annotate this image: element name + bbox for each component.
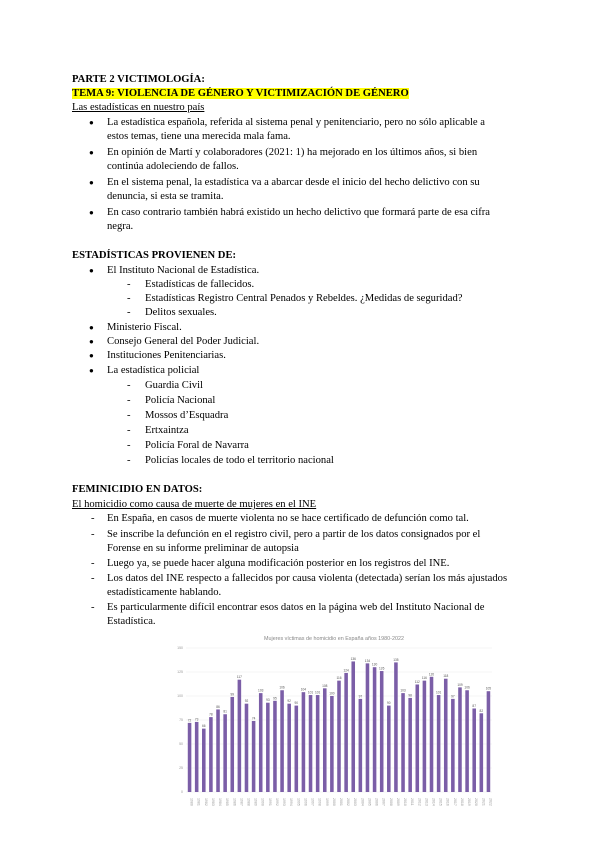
x-tick-label: 1992 (274, 798, 279, 806)
x-tick-label: 2009 (395, 798, 400, 806)
x-tick-label: 1990 (260, 798, 265, 806)
section2-title: ESTADÍSTICAS PROVIENEN DE: (72, 250, 237, 261)
x-tick-label: 1995 (296, 798, 301, 806)
bar-1998 (316, 695, 320, 792)
bar-1984 (216, 709, 220, 792)
chart-x-ticks (190, 798, 493, 806)
dash-marker: - (127, 410, 131, 421)
data-label: 109 (457, 682, 463, 687)
x-tick-label: 1980 (189, 798, 194, 806)
bar-1997 (309, 695, 313, 792)
list-item: Ministerio Fiscal. (107, 322, 182, 333)
list-item: Es particularmente difícil encontrar esos datos en la página web del Instituto Nacional de (107, 602, 485, 613)
data-label: 103 (258, 688, 264, 693)
chart-title: Mujeres víctimas de homicidio en España años 1980-2022 (264, 636, 404, 642)
bar-1992 (273, 701, 277, 792)
y-tick-label: 100 (177, 694, 183, 699)
x-tick-label: 2003 (353, 798, 358, 806)
x-tick-label: 2021 (481, 798, 486, 806)
data-label: 106 (279, 685, 285, 690)
sub-list-item: Policía Foral de Navarra (145, 440, 249, 451)
x-tick-label: 2011 (410, 798, 415, 806)
data-label: 99 (230, 692, 235, 697)
bullet-icon: ● (89, 366, 94, 375)
list-item-continuation: denuncia, si esta se tramita. (107, 191, 224, 202)
data-label: 116 (336, 676, 342, 681)
x-tick-label: 2010 (403, 798, 408, 806)
bar-2014 (430, 677, 434, 792)
dash-marker: - (91, 513, 95, 524)
dash-marker: - (127, 440, 131, 451)
data-label: 74 (251, 716, 256, 721)
x-tick-label: 2017 (452, 798, 457, 806)
x-tick-label: 1999 (324, 798, 329, 806)
bar-2017 (451, 699, 455, 792)
bar-1980 (188, 723, 192, 792)
x-tick-label: 1997 (310, 798, 315, 806)
data-label: 73 (194, 717, 199, 722)
y-tick-label: 75 (179, 718, 183, 723)
bar-2015 (437, 695, 441, 792)
x-tick-label: 2004 (360, 798, 365, 806)
x-tick-label: 2012 (417, 798, 422, 806)
x-tick-label: 2007 (381, 798, 386, 806)
bullet-icon: ● (89, 323, 94, 332)
list-item: En el sistema penal, la estadística va a abarcar desde el inicio del hecho delictivo con su (107, 177, 480, 188)
data-label: 78 (209, 712, 213, 717)
bar-2020 (472, 708, 476, 792)
data-label: 118 (443, 674, 449, 679)
bar-2018 (458, 687, 462, 792)
bar-1999 (323, 688, 327, 792)
bar-2006 (373, 667, 377, 792)
x-tick-label: 1981 (196, 798, 201, 806)
data-label: 93 (266, 698, 270, 703)
y-tick-label: 150 (177, 646, 183, 651)
bar-2009 (394, 662, 398, 792)
bar-1989 (252, 721, 256, 792)
bar-1987 (238, 680, 242, 792)
sub-list-item: Delitos sexuales. (145, 307, 217, 318)
bar-1993 (280, 690, 284, 792)
bar-1990 (259, 693, 263, 792)
bar-2010 (401, 693, 405, 792)
bar-2000 (330, 696, 334, 792)
tema-title-highlight: TEMA 9: VIOLENCIA DE GÉNERO Y VICTIMIZACIÓN DE GÉNERO (72, 88, 409, 99)
data-label: 92 (244, 699, 249, 704)
bar-2001 (337, 681, 341, 792)
data-label: 81 (223, 709, 227, 714)
list-item: Consejo General del Poder Judicial. (107, 336, 260, 347)
bar-1985 (223, 714, 227, 792)
data-label: 90 (387, 701, 391, 706)
bar-1983 (209, 717, 213, 792)
bar-2019 (465, 690, 469, 792)
x-tick-label: 2001 (339, 798, 343, 806)
data-label: 87 (472, 703, 476, 708)
list-item: El Instituto Nacional de Estadística. (107, 265, 260, 276)
dash-marker: - (127, 293, 131, 304)
list-item: Se inscribe la defunción en el registro civil, pero a partir de los datos consignados por el (107, 529, 481, 540)
x-tick-label: 1989 (253, 798, 258, 806)
x-tick-label: 1982 (203, 798, 208, 806)
data-label: 104 (300, 687, 307, 692)
bullet-icon: ● (89, 148, 94, 157)
bar-2012 (416, 684, 420, 792)
section1-subtitle: Las estadísticas en nuestro país (72, 102, 205, 113)
bullet-icon: ● (89, 178, 94, 187)
section3-subtitle: El homicidio como causa de muerte de mujeres en el INE (72, 499, 317, 510)
x-tick-label: 1986 (232, 798, 237, 806)
data-label: 130 (371, 662, 378, 667)
bar-2022 (487, 691, 491, 792)
x-tick-label: 1991 (267, 798, 272, 806)
x-tick-label: 1993 (282, 798, 287, 806)
sub-list-item: Ertxaintza (145, 425, 189, 436)
data-label: 112 (414, 679, 420, 684)
x-tick-label: 1984 (218, 798, 223, 806)
bar-1982 (202, 729, 206, 792)
data-label: 98 (408, 693, 412, 698)
data-label: 101 (307, 690, 314, 695)
x-tick-label: 2006 (374, 798, 379, 806)
chart-svg (170, 628, 498, 848)
y-tick-label: 125 (177, 670, 183, 675)
data-label: 105 (485, 686, 492, 691)
data-label: 101 (435, 690, 442, 695)
bar-2002 (344, 673, 348, 792)
bar-1991 (266, 703, 270, 792)
x-tick-label: 1996 (303, 798, 308, 806)
dash-marker: - (127, 395, 131, 406)
data-label: 95 (273, 696, 277, 701)
x-tick-label: 1985 (225, 798, 230, 806)
data-label: 72 (187, 718, 192, 723)
x-tick-label: 2014 (431, 798, 436, 806)
bar-1988 (245, 704, 249, 792)
x-tick-label: 1998 (317, 798, 322, 806)
list-item: Instituciones Penitenciarias. (107, 350, 226, 361)
bar-2011 (408, 698, 412, 792)
bullet-icon: ● (89, 266, 94, 275)
data-label: 103 (400, 688, 406, 693)
dash-marker: - (127, 380, 131, 391)
list-item-continuation: Forense en su informe preliminar de autopsia (107, 543, 299, 554)
dash-marker: - (127, 279, 131, 290)
chart-y-ticks (177, 646, 183, 794)
bar-2005 (366, 663, 370, 792)
x-tick-label: 1988 (246, 798, 251, 806)
x-tick-label: 2018 (459, 798, 464, 806)
x-tick-label: 2019 (467, 798, 472, 806)
list-item: En opinión de Martí y colaboradores (2021: 1) ha mejorado en los últimos años, si bien (107, 147, 478, 158)
y-tick-label: 50 (179, 742, 183, 747)
sub-list-item: Policía Nacional (145, 395, 216, 406)
bar-2008 (387, 706, 391, 792)
dash-marker: - (91, 602, 95, 613)
bar-2007 (380, 671, 384, 792)
data-label: 100 (329, 691, 335, 696)
data-label: 106 (464, 685, 470, 690)
bar-2004 (359, 699, 363, 792)
list-item-continuation: estadísticamente hablando. (107, 587, 222, 598)
part-title: PARTE 2 VICTIMOLOGÍA: (72, 74, 205, 85)
bullet-icon: ● (89, 118, 94, 127)
y-tick-label: 0 (181, 790, 183, 795)
x-tick-label: 2005 (367, 798, 372, 806)
y-tick-label: 25 (179, 766, 183, 771)
data-label: 116 (421, 676, 427, 681)
data-label: 126 (379, 666, 385, 671)
list-item: Los datos del INE respecto a fallecidos por causa violenta (detectada) serían los más ajustados (107, 573, 508, 584)
x-tick-label: 1994 (289, 798, 294, 806)
bar-1986 (230, 697, 234, 792)
sub-list-item: Guardia Civil (145, 380, 203, 391)
bar-1994 (287, 704, 291, 792)
list-item: En España, en casos de muerte violenta no se hace certificado de defunción como tal. (107, 513, 469, 524)
data-label: 97 (358, 694, 363, 699)
bar-1996 (302, 692, 306, 792)
data-label: 136 (350, 656, 356, 661)
x-tick-label: 2020 (474, 798, 479, 806)
x-tick-label: 2013 (424, 798, 429, 806)
x-tick-label: 1987 (239, 798, 244, 806)
list-item: La estadística policial (107, 365, 200, 376)
bar-2016 (444, 679, 448, 792)
x-tick-label: 2016 (445, 798, 450, 806)
x-tick-label: 2000 (331, 798, 336, 806)
list-item-continuation: continúa adoleciendo de fallos. (107, 161, 239, 172)
list-item: La estadística española, referida al sistema penal y penitenciario, pero no sólo aplicable a (107, 117, 485, 128)
data-label: 82 (479, 708, 484, 713)
sub-list-item: Policías locales de todo el territorio nacional (145, 455, 334, 466)
dash-marker: - (127, 455, 131, 466)
sub-list-item: Estadísticas de fallecidos. (145, 279, 255, 290)
bullet-icon: ● (89, 351, 94, 360)
dash-marker: - (127, 425, 131, 436)
data-label: 97 (451, 694, 455, 699)
list-item-continuation: Estadística. (107, 616, 156, 627)
data-label: 117 (236, 675, 242, 680)
data-label: 66 (202, 724, 206, 729)
sub-list-item: Estadísticas Registro Central Penados y Rebeldes. ¿Medidas de seguridad? (145, 293, 463, 304)
bar-1995 (295, 706, 299, 792)
sub-list-item: Mossos d’Esquadra (145, 410, 229, 421)
section3-title: FEMINICIDIO EN DATOS: (72, 484, 203, 495)
data-label: 134 (364, 658, 371, 663)
data-label: 120 (428, 672, 435, 677)
list-item-continuation: negra. (107, 221, 134, 232)
tema-title (72, 87, 409, 101)
x-tick-label: 2002 (346, 798, 351, 806)
list-item-continuation: estos temas, tiene una merecida mala fama. (107, 131, 291, 142)
data-label: 108 (322, 683, 328, 688)
data-label: 101 (314, 690, 321, 695)
x-tick-label: 2022 (488, 798, 493, 806)
dash-marker: - (127, 307, 131, 318)
x-tick-label: 2015 (438, 798, 443, 806)
bar-1981 (195, 722, 199, 792)
bullet-icon: ● (89, 337, 94, 346)
data-label: 86 (216, 704, 220, 709)
dash-marker: - (91, 558, 95, 569)
homicide-chart (170, 628, 498, 848)
x-tick-label: 1983 (210, 798, 215, 806)
bar-2013 (423, 681, 427, 792)
dash-marker: - (91, 573, 95, 584)
dash-marker: - (91, 529, 95, 540)
bullet-icon: ● (89, 208, 94, 217)
x-tick-label: 2008 (388, 798, 393, 806)
list-item: En caso contrario también habrá existido un hecho delictivo que formará parte de esa cifra (107, 207, 490, 218)
data-label: 124 (343, 668, 349, 673)
data-label: 90 (294, 701, 299, 706)
data-label: 135 (393, 657, 399, 662)
list-item: Luego ya, se puede hacer alguna modificación posterior en los registros del INE. (107, 558, 450, 569)
bar-2021 (480, 713, 484, 792)
bar-2003 (351, 661, 355, 792)
data-label: 92 (287, 699, 291, 704)
